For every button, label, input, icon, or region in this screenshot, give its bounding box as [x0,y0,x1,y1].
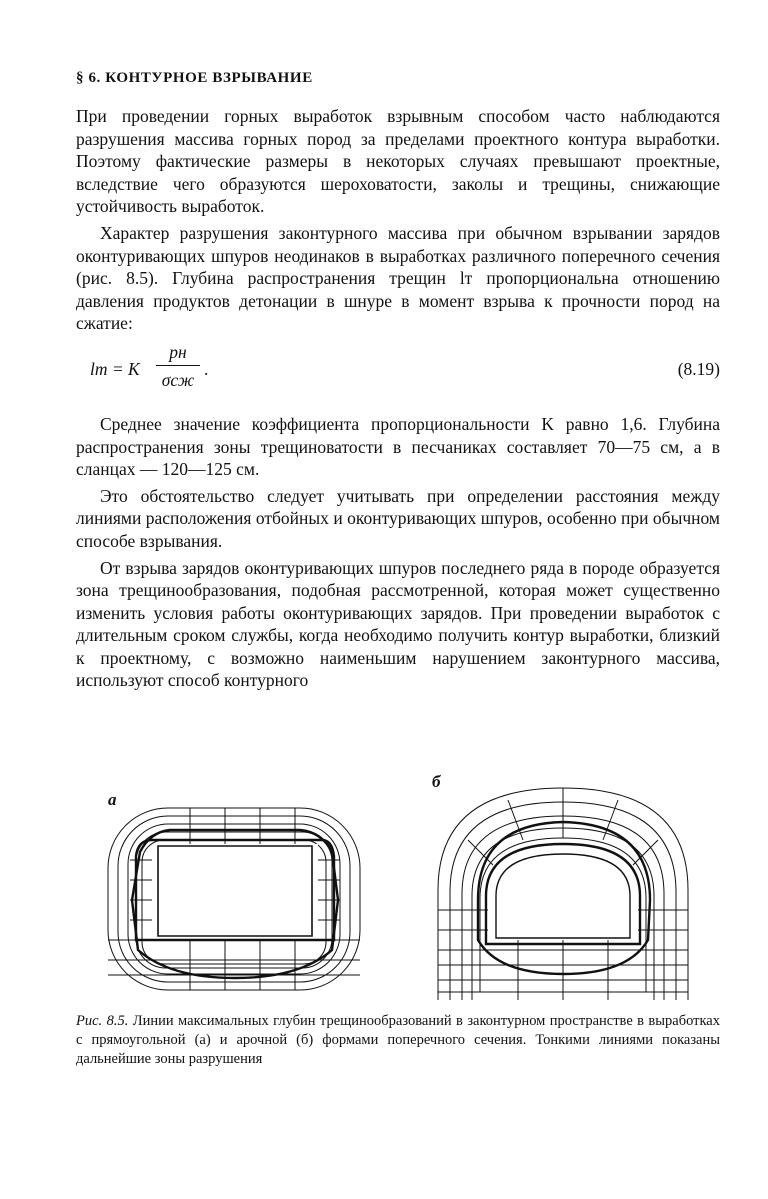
formula-denominator: σсж [161,369,195,390]
paragraph-5: От взрыва зарядов оконтуривающих шпуров последнего ряда в породе образуется зона трещинообразования, подобная рассмотренной, которая может существенно изменить условия работы оконтуривающих зарядов. При проведении выработок с длительным сроком службы, когда необходимо получить контур выработки, близкий к проектному, с возможно наименьшим нарушением законтурного массива, используют способ контурного [76,557,720,691]
formula-numerator: pн [169,341,187,362]
paragraph-2: Характер разрушения законтурного массива при обычном взрывании зарядов оконтуривающих шпуров неодинаков в выработках различного поперечного сечения (рис. 8.5). Глубина распространения трещин lт пропорциональна отношению давления продуктов детонации в шнуре в момент взрыва к прочности пород на сжатие: [76,222,720,334]
fraction-bar [156,365,200,366]
page-body [76,70,720,692]
formula-number: (8.19) [677,358,720,379]
figure-label-a: а [108,790,117,809]
formula-trailing: . [204,358,209,379]
figure-label-b: б [432,772,441,791]
figure-caption-text: Линии максимальных глубин трещинообразований в законтурном пространстве в выработках с прямоугольной (а) и арочной (б) формами поперечного сечения. Тонкими линиями показаны дальнейшие зоны разрушения [76,1013,720,1067]
formula-lhs: lт = K [90,358,140,379]
rectangular-section-diagram [100,800,370,1000]
figure-8-5 [100,772,700,1000]
section-heading: § 6. КОНТУРНОЕ ВЗРЫВАНИЕ [76,70,313,86]
paragraph-4: Это обстоятельство следует учитывать при определении расстояния между линиями расположения отбойных и оконтуривающих шпуров, особенно при обычном способе взрывания. [76,485,720,551]
formula-8-19 [76,341,720,407]
paragraph-1: При проведении горных выработок взрывным способом часто наблюдаются разрушения массива горных пород за пределами проектного контура выработки. Поэтому фактические размеры в некоторых случаях превышают проектные, вследствие чего образуются шероховатости, заколы и трещины, снижающие устойчивость выработок. [76,106,720,217]
arched-section-diagram [428,780,698,1002]
figure-caption [76,1012,720,1069]
paragraph-3: Среднее значение коэффициента пропорциональности K равно 1,6. Глубина распространения зоны трещиноватости в песчаниках составляет 70—75 см, а в сланцах — 120—125 см. [76,413,720,480]
formula-fraction [156,341,200,391]
figure-caption-ref: Рис. 8.5. [76,1013,129,1029]
